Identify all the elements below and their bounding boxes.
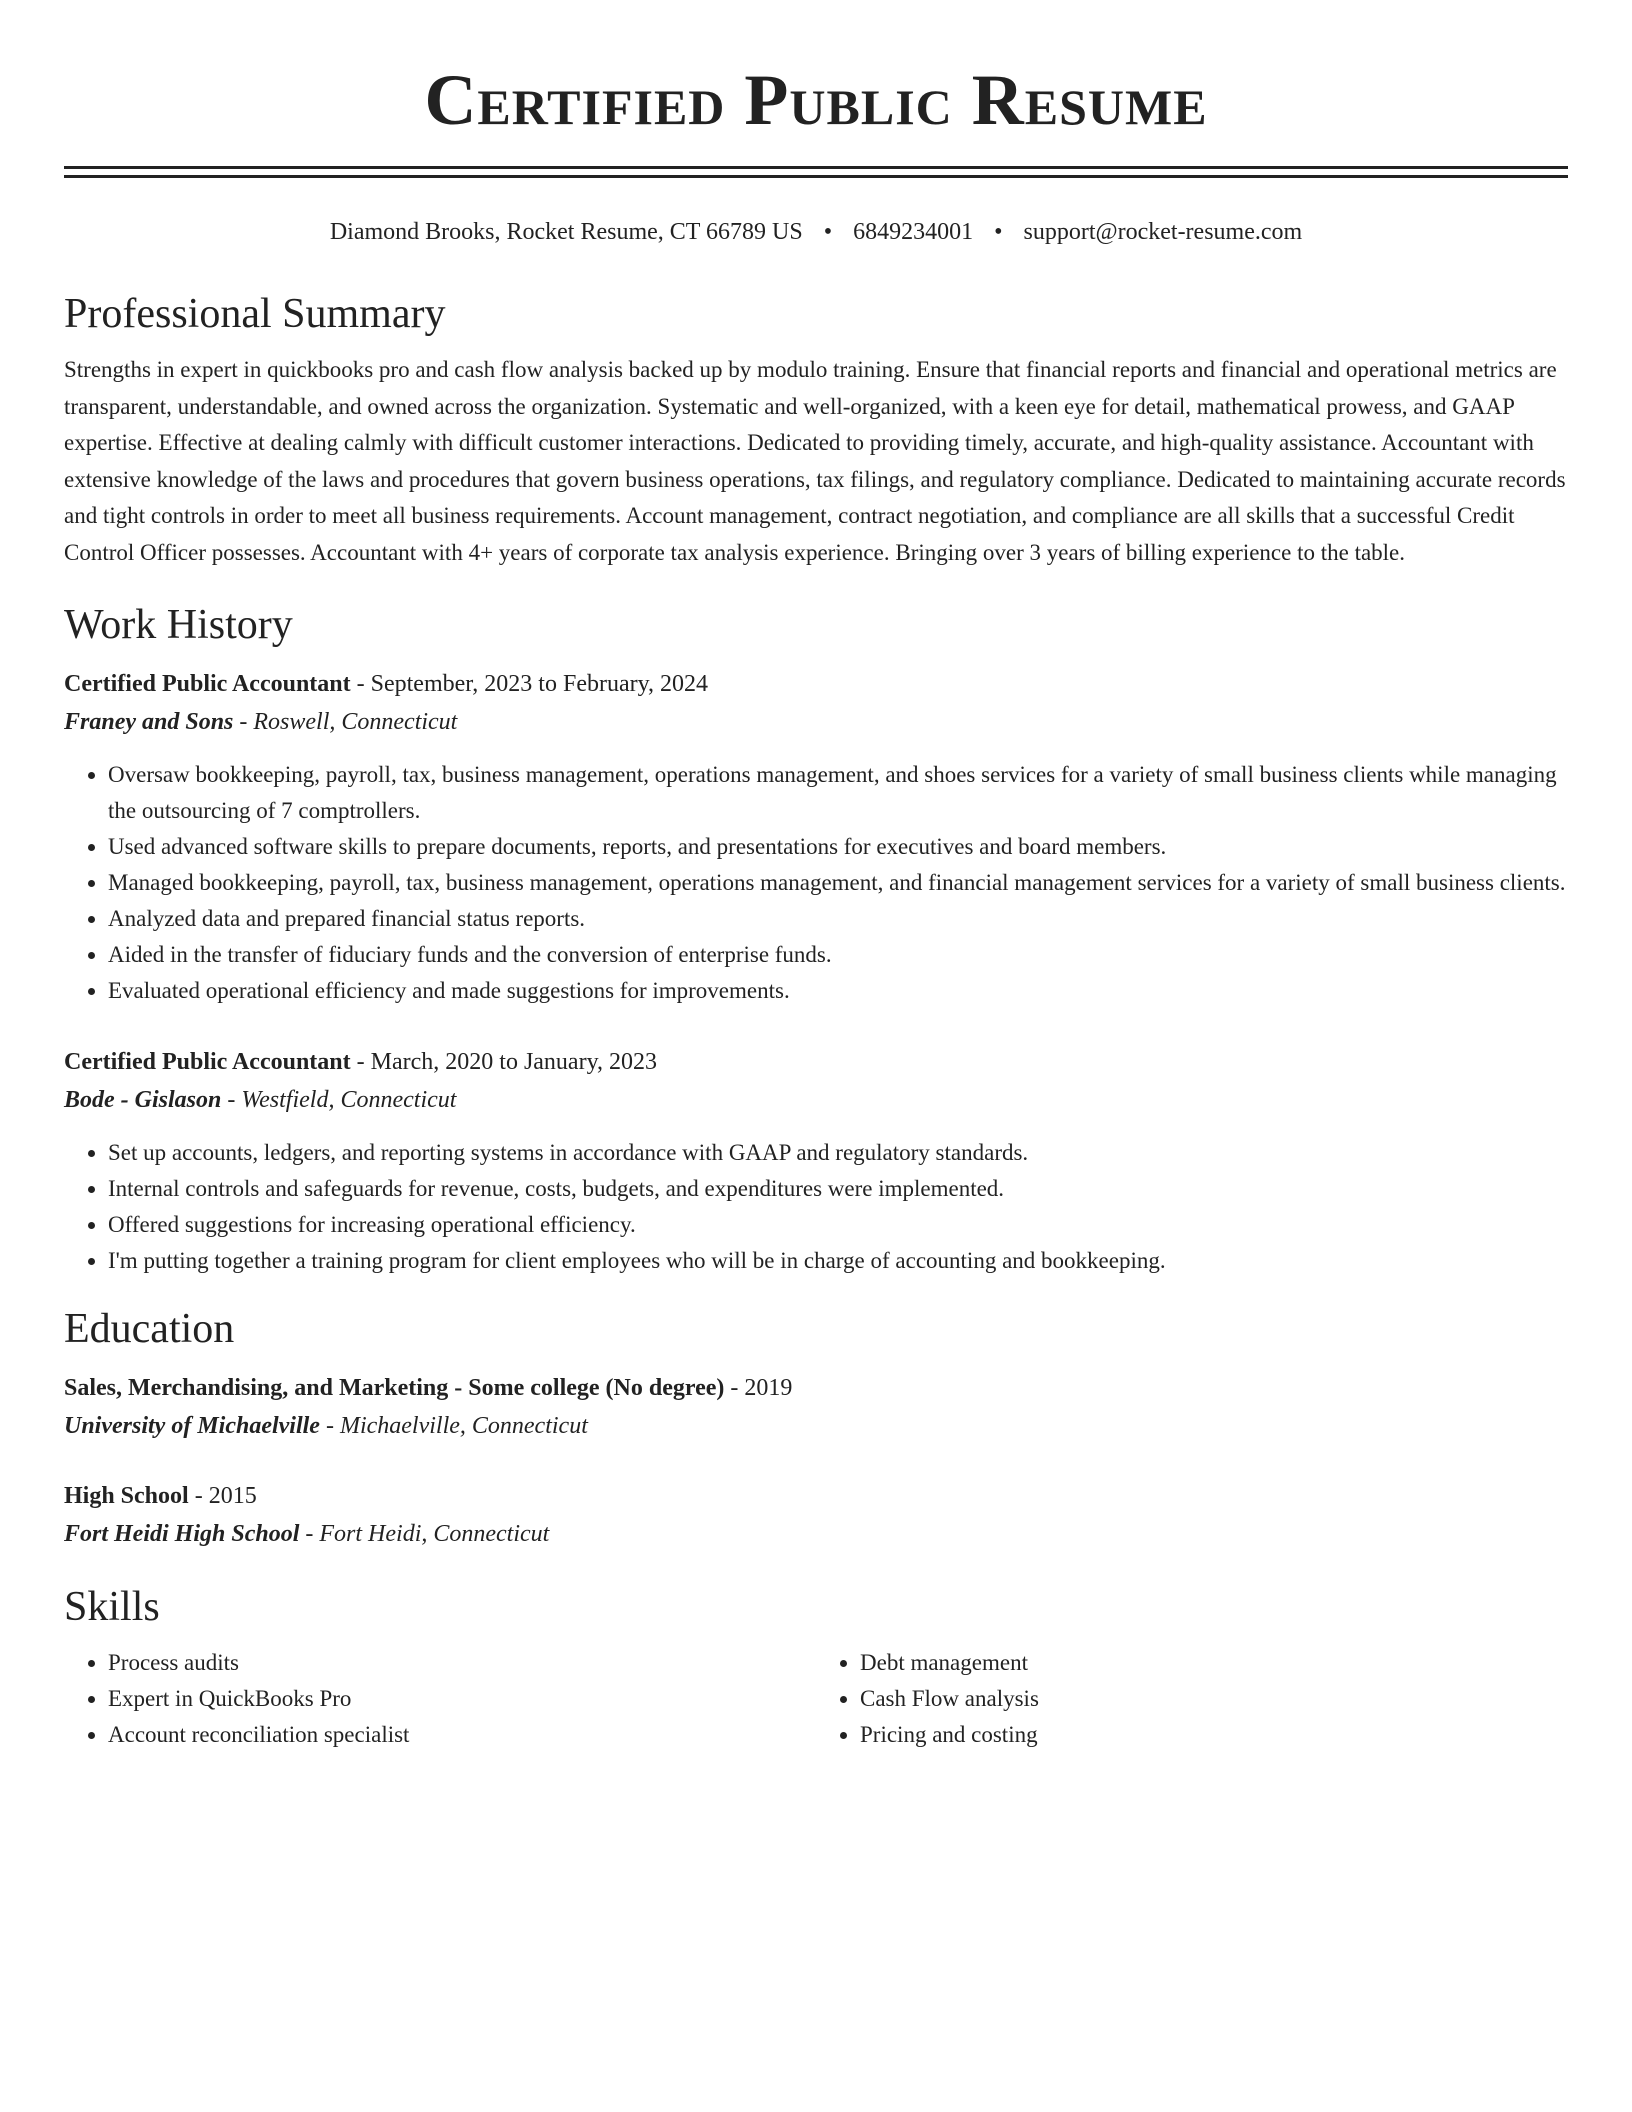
education-location: - Fort Heidi, Connecticut [299,1521,550,1547]
job-bullets [64,757,1568,1009]
job-dates: - March, 2020 to January, 2023 [350,1049,658,1075]
list-item: • Managed bookkeeping, payroll, tax, business management, operations management, and financial management services for a variety of small business clients. [108,865,1568,901]
skill-item: • Process audits [108,1645,816,1681]
skills-section [64,1581,1568,1753]
contact-phone: 6849234001 [853,219,974,245]
skills-columns [64,1645,1568,1753]
list-item: • Evaluated operational efficiency and made suggestions for improvements. [108,973,1568,1009]
contact-separator: • [823,219,833,245]
job-role-line [64,1043,1568,1081]
education-school: Fort Heidi High School [64,1521,300,1547]
skills-list-left [64,1645,816,1753]
education-year: - 2015 [188,1483,257,1509]
skill-item: • Account reconciliation specialist [108,1717,816,1753]
skill-item: • Cash Flow analysis [860,1681,1568,1717]
education-school-line [64,1407,1568,1445]
title-divider-top [64,166,1568,169]
work-history-heading: Work History [64,602,293,648]
education-degree-line [64,1477,1568,1515]
job-role: Certified Public Accountant [64,671,351,697]
contact-email: support@rocket-resume.com [1023,219,1303,245]
skills-list-right [816,1645,1568,1753]
summary-text: Strengths in expert in quickbooks pro and cash flow analysis backed up by modulo training. Ensure that financial reports and financial and operational metrics are transparent, understandable, and owned across the organization. Systematic and well-organized, with a keen eye for detail, mathematical prowess, and GAAP expertise. Effective at dealing calmly with difficult customer interactions. Dedicated to providing timely, accurate, and high-quality assistance. Accountant with extensive knowledge of the laws and procedures that govern business operations, tax filings, and regulatory compliance. Dedicated to maintaining accurate records and tight controls in order to meet all business requirements. Account management, contract negotiation, and compliance are all skills that a successful Credit Control Officer possesses. Accountant with 4+ years of corporate tax analysis experience. Bringing over 3 years of billing experience to the table. [64,357,1566,565]
list-item: • Internal controls and safeguards for revenue, costs, budgets, and expenditures were implemented. [108,1171,1568,1207]
education-degree: Sales, Merchandising, and Marketing - Some college (No degree) [64,1375,725,1401]
education-degree-line [64,1369,1568,1407]
contact-address: Diamond Brooks, Rocket Resume, CT 66789 US [329,219,803,245]
contact-separator: • [994,219,1003,245]
job-entry [64,665,1568,1009]
education-year: - 2019 [724,1375,793,1401]
education-degree: High School [64,1483,189,1509]
title-divider-bottom [64,175,1568,178]
list-item: • Aided in the transfer of fiduciary funds and the conversion of enterprise funds. [108,937,1568,973]
education-entry [64,1477,1568,1553]
list-item: • Analyzed data and prepared financial status reports. [108,901,1568,937]
job-company-line [64,703,1568,741]
skill-item: • Pricing and costing [860,1717,1568,1753]
contact-line [64,216,1568,248]
skill-item: • Debt management [860,1645,1568,1681]
list-item: • Used advanced software skills to prepare documents, reports, and presentations for executives and board members. [108,829,1568,865]
education-heading: Education [64,1306,235,1352]
job-role-line [64,665,1568,703]
list-item: • Offered suggestions for increasing operational efficiency. [108,1207,1568,1243]
education-section [64,1303,1568,1553]
job-role: Certified Public Accountant [64,1049,351,1075]
education-entry [64,1369,1568,1445]
job-entry [64,1043,1568,1279]
summary-section [64,288,1568,571]
summary-heading: Professional Summary [64,291,446,337]
job-location: - Roswell, Connecticut [233,709,458,735]
education-school-line [64,1515,1568,1553]
skills-heading: Skills [64,1584,160,1630]
education-school: University of Michaelville [64,1413,320,1439]
list-item: • I'm putting together a training program for client employees who will be in charge of accounting and bookkeeping. [108,1243,1568,1279]
list-item: • Oversaw bookkeeping, payroll, tax, business management, operations management, and shoes services for a variety of small business clients while managing the outsourcing of 7 comptrollers. [108,757,1568,829]
job-location: - Westfield, Connecticut [221,1087,457,1113]
page-title: Certified Public Resume [424,60,1208,140]
work-history-section [64,599,1568,1279]
job-company: Bode - Gislason [64,1087,222,1113]
education-location: - Michaelville, Connecticut [319,1413,588,1439]
job-bullets [64,1135,1568,1279]
job-company-line [64,1081,1568,1119]
list-item: • Set up accounts, ledgers, and reporting systems in accordance with GAAP and regulatory standards. [108,1135,1568,1171]
job-dates: - September, 2023 to February, 2024 [350,671,709,697]
skill-item: • Expert in QuickBooks Pro [108,1681,816,1717]
job-company: Franey and Sons [64,709,234,735]
